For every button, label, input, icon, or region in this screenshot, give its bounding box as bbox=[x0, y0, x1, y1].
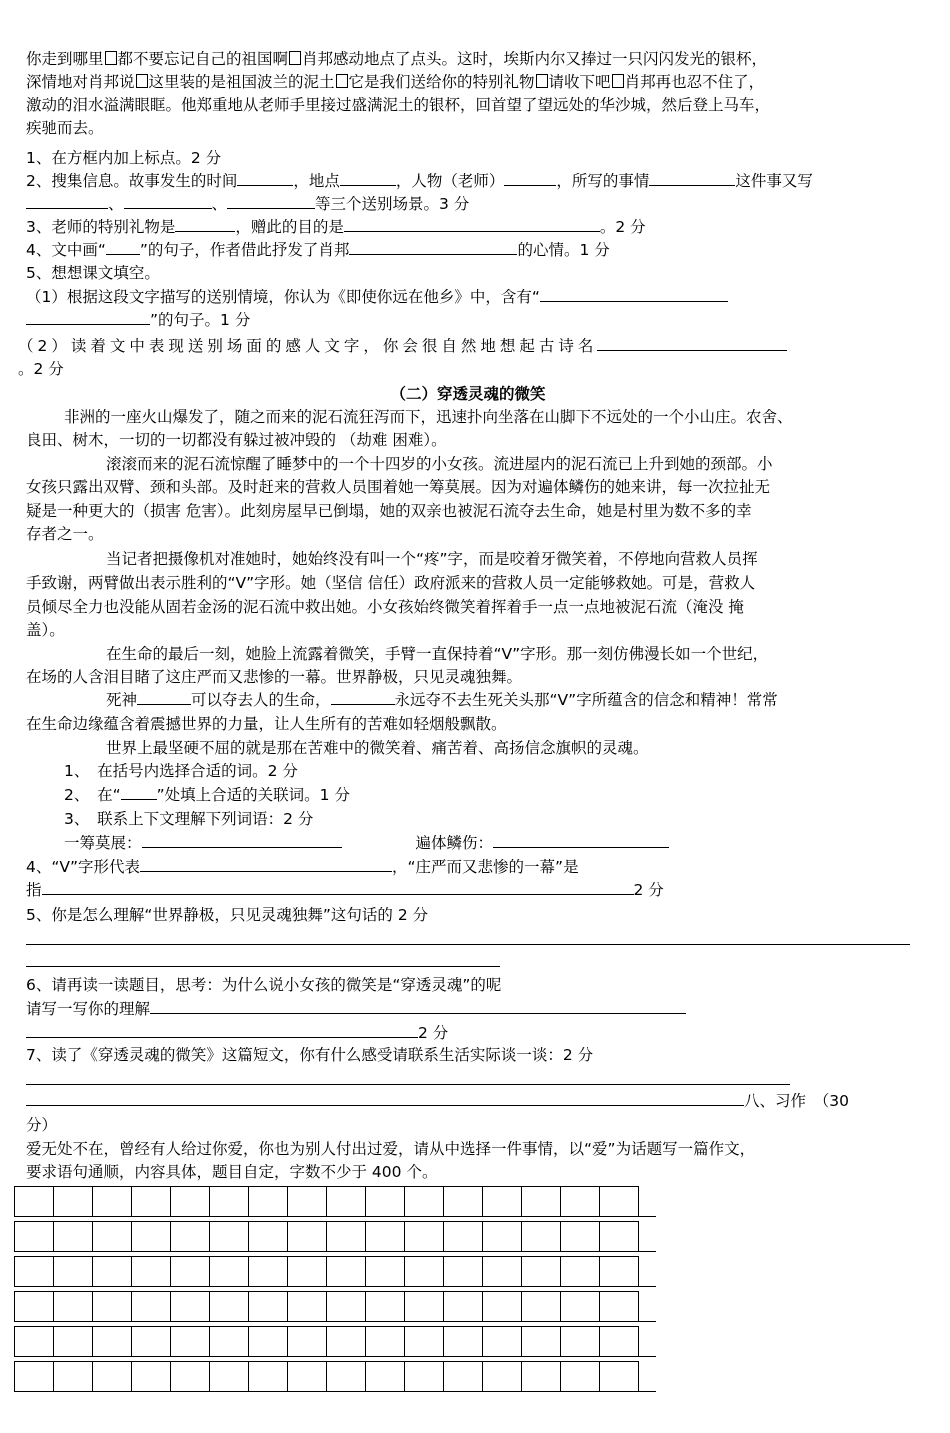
grid-cell[interactable] bbox=[249, 1186, 288, 1216]
question-3: 3、 联系上下文理解下列词语：2 分 bbox=[64, 810, 314, 828]
answer-blank[interactable] bbox=[42, 879, 634, 895]
grid-cell[interactable] bbox=[366, 1221, 405, 1251]
question-5-1-cont bbox=[26, 309, 250, 331]
grid-cell[interactable] bbox=[171, 1326, 210, 1356]
question-6-cont bbox=[26, 998, 686, 1020]
grid-cell[interactable] bbox=[210, 1326, 249, 1356]
grid-cell[interactable] bbox=[327, 1326, 366, 1356]
grid-cell[interactable] bbox=[366, 1361, 405, 1391]
passage-text: 这里装的是祖国波兰的泥土 bbox=[148, 73, 335, 91]
grid-cell[interactable] bbox=[249, 1221, 288, 1251]
grid-cell[interactable] bbox=[249, 1326, 288, 1356]
question-text: 4、“V”字形代表 bbox=[26, 858, 141, 876]
passage-line bbox=[26, 71, 764, 93]
grid-cell[interactable] bbox=[171, 1256, 210, 1286]
passage-line bbox=[26, 48, 767, 70]
question-1: 1、在方框内加上标点。2 分 bbox=[26, 149, 222, 167]
grid-cell[interactable] bbox=[54, 1256, 93, 1286]
passage-line: 激动的泪水溢满眼眶。他郑重地从老师手里接过盛满泥土的银杯，回首望了望远处的华沙城，然后登上马车， bbox=[26, 96, 771, 114]
grid-cell[interactable] bbox=[132, 1361, 171, 1391]
question-text: 2、 在“ bbox=[64, 786, 121, 804]
grid-cell[interactable] bbox=[15, 1186, 54, 1216]
answer-line[interactable] bbox=[26, 1084, 790, 1085]
grid-cell[interactable] bbox=[288, 1291, 327, 1321]
question-text: ，人物（老师） bbox=[395, 172, 505, 190]
question-text: （1）根据这段文字描写的送别情境，你认为《即使你远在他乡》中，含有“ bbox=[26, 288, 540, 306]
grid-row bbox=[14, 1256, 656, 1286]
grid-cell[interactable] bbox=[522, 1256, 561, 1286]
question-text: 、 bbox=[108, 195, 124, 213]
grid-cell[interactable] bbox=[444, 1256, 483, 1286]
passage-line: 良田、树木，一切的一切都没有躲过被冲毁的 （劫难 困难）。 bbox=[26, 431, 447, 449]
question-text: 的心情。1 分 bbox=[517, 241, 610, 259]
passage-line bbox=[106, 689, 778, 711]
answer-blank[interactable] bbox=[493, 832, 669, 848]
grid-cell[interactable] bbox=[522, 1291, 561, 1321]
punctuation-box[interactable] bbox=[612, 74, 624, 88]
question-text: 2、搜集信息。故事发生的时间 bbox=[26, 172, 238, 190]
question-text: 2 分 bbox=[418, 1024, 449, 1042]
question-4 bbox=[26, 856, 579, 878]
answer-blank[interactable] bbox=[237, 170, 293, 186]
answer-blank[interactable] bbox=[106, 239, 140, 255]
grid-cell[interactable] bbox=[15, 1221, 54, 1251]
grid-cell[interactable] bbox=[405, 1186, 444, 1216]
passage-text: 都不要忘记自己的祖国啊 bbox=[117, 50, 289, 68]
answer-blank[interactable] bbox=[26, 309, 150, 325]
grid-cell[interactable] bbox=[210, 1221, 249, 1251]
grid-cell[interactable] bbox=[327, 1186, 366, 1216]
passage-line: 在生命的最后一刻，她脸上流露着微笑，手臂一直保持着“V”字形。那一刻仿佛漫长如一个世纪， bbox=[106, 645, 769, 663]
grid-cell[interactable] bbox=[132, 1221, 171, 1251]
passage-line: 存者之一。 bbox=[26, 525, 104, 543]
question-5: 5、想想课文填空。 bbox=[26, 264, 160, 282]
passage-text: 肖邦感动地点了点头。这时，埃斯内尔又捧过一只闪闪发光的银杯， bbox=[302, 50, 768, 68]
grid-cell[interactable] bbox=[444, 1186, 483, 1216]
answer-blank[interactable] bbox=[540, 286, 728, 302]
passage-text: 请收下吧 bbox=[548, 73, 611, 91]
answer-blank[interactable] bbox=[504, 170, 556, 186]
question-6: 6、请再读一读题目，思考：为什么说小女孩的微笑是“穿透灵魂”的呢 bbox=[26, 976, 502, 994]
grid-cell[interactable] bbox=[288, 1361, 327, 1391]
question-text: 遍体鳞伤： bbox=[415, 834, 494, 852]
answer-blank[interactable] bbox=[137, 689, 191, 705]
passage-line: 滚滚而来的泥石流惊醒了睡梦中的一个十四岁的小女孩。流进屋内的泥石流已上升到她的颈部。小 bbox=[106, 455, 773, 473]
grid-cell[interactable] bbox=[405, 1221, 444, 1251]
passage-text: 深情地对肖邦说 bbox=[26, 73, 135, 91]
grid-cell[interactable] bbox=[210, 1256, 249, 1286]
grid-cell[interactable] bbox=[444, 1361, 483, 1391]
grid-cell[interactable] bbox=[405, 1361, 444, 1391]
passage-line: 世界上最坚硬不屈的就是那在苦难中的微笑着、痛苦着、高扬信念旗帜的灵魂。 bbox=[106, 739, 649, 757]
passage-text: 死神 bbox=[106, 691, 138, 709]
passage-line: 在场的人含泪目睹了这庄严而又悲惨的一幕。世界静极，只见灵魂独舞。 bbox=[26, 668, 523, 686]
section-heading-text: 分） bbox=[26, 1116, 58, 1134]
answer-blank[interactable] bbox=[140, 856, 392, 872]
section-8-heading bbox=[26, 1090, 849, 1112]
grid-cell[interactable] bbox=[15, 1326, 54, 1356]
punctuation-box[interactable] bbox=[536, 74, 548, 88]
grid-cell[interactable] bbox=[327, 1291, 366, 1321]
grid-cell[interactable] bbox=[54, 1291, 93, 1321]
grid-cell[interactable] bbox=[366, 1291, 405, 1321]
passage-text: 你走到哪里 bbox=[26, 50, 104, 68]
question-text: 请写一写你的理解 bbox=[26, 1000, 151, 1018]
answer-blank[interactable] bbox=[331, 689, 395, 705]
passage-text: 可以夺去人的生命， bbox=[191, 691, 331, 709]
grid-cell[interactable] bbox=[600, 1291, 639, 1321]
grid-cell[interactable] bbox=[171, 1186, 210, 1216]
essay-prompt: 要求语句通顺，内容具体，题目自定，字数不少于 400 个。 bbox=[26, 1163, 438, 1181]
grid-cell[interactable] bbox=[132, 1326, 171, 1356]
grid-cell[interactable] bbox=[522, 1186, 561, 1216]
grid-cell[interactable] bbox=[15, 1361, 54, 1391]
question-5: 5、你是怎么理解“世界静极，只见灵魂独舞”这句话的 2 分 bbox=[26, 906, 429, 924]
grid-cell[interactable] bbox=[210, 1361, 249, 1391]
grid-cell[interactable] bbox=[93, 1361, 132, 1391]
punctuation-box[interactable] bbox=[289, 51, 301, 65]
question-5-1 bbox=[26, 286, 728, 308]
answer-blank[interactable] bbox=[227, 193, 315, 209]
grid-cell[interactable] bbox=[132, 1256, 171, 1286]
question-1: 1、 在括号内选择合适的词。2 分 bbox=[64, 762, 298, 780]
essay-prompt: 爱无处不在，曾经有人给过你爱，你也为别人付出过爱，请从中选择一件事情，以“爱”为话题写一篇作文， bbox=[26, 1140, 756, 1158]
answer-blank[interactable] bbox=[349, 239, 517, 255]
punctuation-box[interactable] bbox=[105, 51, 117, 65]
grid-cell[interactable] bbox=[93, 1291, 132, 1321]
grid-cell[interactable] bbox=[444, 1291, 483, 1321]
question-text: ”的句子，作者借此抒发了肖邦 bbox=[139, 241, 350, 259]
answer-blank[interactable] bbox=[26, 193, 108, 209]
grid-cell[interactable] bbox=[483, 1361, 522, 1391]
question-text: ，“庄严而又悲惨的一幕”是 bbox=[392, 858, 579, 876]
grid-cell[interactable] bbox=[483, 1256, 522, 1286]
passage-text: 它是我们送给你的特别礼物 bbox=[348, 73, 535, 91]
grid-cell[interactable] bbox=[54, 1361, 93, 1391]
grid-cell[interactable] bbox=[600, 1186, 639, 1216]
grid-cell[interactable] bbox=[288, 1326, 327, 1356]
grid-cell[interactable] bbox=[522, 1326, 561, 1356]
grid-cell[interactable] bbox=[366, 1186, 405, 1216]
grid-cell[interactable] bbox=[132, 1291, 171, 1321]
question-2 bbox=[64, 784, 350, 806]
passage-line: 疑是一种更大的（损害 危害）。此刻房屋早已倒塌，她的双亲也被泥石流夺去生命，她是村里为数不多的幸 bbox=[26, 502, 752, 520]
grid-row bbox=[14, 1361, 656, 1391]
grid-cell[interactable] bbox=[600, 1221, 639, 1251]
answer-blank[interactable] bbox=[150, 998, 686, 1014]
answer-line[interactable] bbox=[26, 966, 500, 967]
section-heading-text: 八、习作 （30 bbox=[744, 1092, 849, 1110]
answer-blank[interactable] bbox=[344, 216, 600, 232]
passage-text: 永远夺不去生死关头那“V”字所蕴含的信念和精神！常常 bbox=[394, 691, 778, 709]
grid-cell[interactable] bbox=[327, 1256, 366, 1286]
question-text: ，地点 bbox=[293, 172, 340, 190]
question-3-terms bbox=[64, 832, 669, 854]
passage-line: 在生命边缘蕴含着震撼世界的力量，让人生所有的苦难如轻烟般飘散。 bbox=[26, 715, 507, 733]
question-text: 等三个送别场景。3 分 bbox=[315, 195, 470, 213]
grid-cell[interactable] bbox=[93, 1186, 132, 1216]
grid-cell[interactable] bbox=[288, 1256, 327, 1286]
question-text: ”处填上合适的关联词。1 分 bbox=[156, 786, 350, 804]
grid-row-gap bbox=[14, 1391, 656, 1396]
grid-cell[interactable] bbox=[561, 1221, 600, 1251]
grid-cell[interactable] bbox=[288, 1221, 327, 1251]
grid-cell[interactable] bbox=[366, 1326, 405, 1356]
answer-blank[interactable] bbox=[26, 1022, 418, 1038]
composition-grid[interactable] bbox=[14, 1186, 656, 1396]
punctuation-box[interactable] bbox=[136, 74, 148, 88]
grid-cell[interactable] bbox=[249, 1256, 288, 1286]
question-7: 7、读了《穿透灵魂的微笑》这篇短文，你有什么感受请联系生活实际谈一谈：2 分 bbox=[26, 1046, 594, 1064]
question-2-cont bbox=[26, 193, 469, 215]
grid-cell[interactable] bbox=[522, 1221, 561, 1251]
grid-cell[interactable] bbox=[600, 1326, 639, 1356]
question-6-end bbox=[26, 1022, 448, 1044]
question-text: ”的句子。1 分 bbox=[150, 311, 251, 329]
grid-cell[interactable] bbox=[522, 1361, 561, 1391]
answer-blank[interactable] bbox=[121, 784, 157, 800]
question-text: 3、老师的特别礼物是 bbox=[26, 218, 176, 236]
grid-cell[interactable] bbox=[93, 1326, 132, 1356]
grid-cell[interactable] bbox=[327, 1361, 366, 1391]
grid-cell[interactable] bbox=[366, 1256, 405, 1286]
grid-cell[interactable] bbox=[249, 1361, 288, 1391]
grid-cell[interactable] bbox=[15, 1291, 54, 1321]
punctuation-box[interactable] bbox=[336, 74, 348, 88]
grid-cell[interactable] bbox=[483, 1186, 522, 1216]
grid-cell[interactable] bbox=[483, 1291, 522, 1321]
question-5-2-cont: 。2 分 bbox=[18, 360, 64, 378]
grid-row bbox=[14, 1291, 656, 1321]
grid-cell[interactable] bbox=[171, 1291, 210, 1321]
passage-line: 非洲的一座火山爆发了，随之而来的泥石流狂泻而下，迅速扑向坐落在山脚下不远处的一个小山庄。农舍、 bbox=[64, 408, 793, 426]
grid-cell[interactable] bbox=[132, 1186, 171, 1216]
grid-cell[interactable] bbox=[288, 1186, 327, 1216]
grid-cell[interactable] bbox=[600, 1256, 639, 1286]
grid-row bbox=[14, 1221, 656, 1251]
grid-cell[interactable] bbox=[444, 1221, 483, 1251]
grid-cell[interactable] bbox=[405, 1291, 444, 1321]
passage-line: 女孩只露出双臂、颈和头部。及时赶来的营救人员围着她一筹莫展。因为对遍体鳞伤的她来讲，每一次拉扯无 bbox=[26, 478, 771, 496]
grid-cell[interactable] bbox=[327, 1221, 366, 1251]
grid-cell[interactable] bbox=[54, 1186, 93, 1216]
answer-blank[interactable] bbox=[142, 832, 342, 848]
passage-line: 手致谢，两臂做出表示胜利的“V”字形。她（坚信 信任）政府派来的营救人员一定能够救她。可是，营救人 bbox=[26, 574, 756, 592]
question-3 bbox=[26, 216, 646, 238]
grid-cell[interactable] bbox=[210, 1291, 249, 1321]
section-title: （二）穿透灵魂的微笑 bbox=[390, 385, 546, 403]
grid-cell[interactable] bbox=[444, 1326, 483, 1356]
grid-cell[interactable] bbox=[93, 1221, 132, 1251]
grid-cell[interactable] bbox=[405, 1256, 444, 1286]
question-text: 4、文中画“ bbox=[26, 241, 106, 259]
question-text: 一筹莫展： bbox=[64, 834, 142, 852]
passage-line: 员倾尽全力也没能从固若金汤的泥石流中救出她。小女孩始终微笑着挥着手一点一点地被泥石流（淹没 掩 bbox=[26, 598, 744, 616]
grid-cell[interactable] bbox=[171, 1361, 210, 1391]
grid-cell[interactable] bbox=[561, 1291, 600, 1321]
question-text: （2）读着文中表现送别场面的感人文字，你会很自然地想起古诗名 bbox=[18, 337, 598, 355]
question-text: ，所写的事情 bbox=[556, 172, 650, 190]
answer-blank[interactable] bbox=[597, 335, 787, 351]
grid-cell[interactable] bbox=[483, 1221, 522, 1251]
grid-cell[interactable] bbox=[15, 1256, 54, 1286]
grid-cell[interactable] bbox=[561, 1186, 600, 1216]
question-text: 、 bbox=[211, 195, 228, 213]
passage-line: 疾驰而去。 bbox=[26, 119, 104, 137]
grid-row bbox=[14, 1186, 656, 1216]
answer-blank[interactable] bbox=[649, 170, 735, 186]
question-4-cont bbox=[26, 879, 664, 901]
passage-line: 盖）。 bbox=[26, 621, 65, 639]
grid-cell[interactable] bbox=[93, 1256, 132, 1286]
question-5-2 bbox=[18, 335, 787, 357]
passage-line: 当记者把摄像机对准她时，她始终没有叫一个“疼”字，而是咬着牙微笑着，不停地向营救人员挥 bbox=[106, 550, 758, 568]
grid-cell[interactable] bbox=[171, 1221, 210, 1251]
question-4 bbox=[26, 239, 610, 261]
question-text: 2 分 bbox=[633, 881, 664, 899]
question-text: 。2 分 bbox=[599, 218, 646, 236]
grid-cell[interactable] bbox=[249, 1291, 288, 1321]
question-text: 这件事又写 bbox=[735, 172, 813, 190]
passage-text: 肖邦再也忍不住了， bbox=[624, 73, 765, 91]
grid-cell[interactable] bbox=[561, 1256, 600, 1286]
question-text: 指 bbox=[26, 881, 42, 899]
question-2 bbox=[26, 170, 813, 192]
grid-cell[interactable] bbox=[54, 1221, 93, 1251]
grid-cell[interactable] bbox=[210, 1186, 249, 1216]
answer-blank[interactable] bbox=[175, 216, 235, 232]
answer-blank[interactable] bbox=[26, 1090, 744, 1106]
answer-blank[interactable] bbox=[124, 193, 212, 209]
grid-row bbox=[14, 1326, 656, 1356]
grid-cell[interactable] bbox=[483, 1326, 522, 1356]
grid-cell[interactable] bbox=[600, 1361, 639, 1391]
answer-blank[interactable] bbox=[340, 170, 396, 186]
grid-cell[interactable] bbox=[561, 1361, 600, 1391]
grid-cell[interactable] bbox=[561, 1326, 600, 1356]
grid-cell[interactable] bbox=[54, 1326, 93, 1356]
grid-cell[interactable] bbox=[405, 1326, 444, 1356]
answer-line[interactable] bbox=[26, 944, 910, 945]
question-text: ，赠此的目的是 bbox=[235, 218, 344, 236]
